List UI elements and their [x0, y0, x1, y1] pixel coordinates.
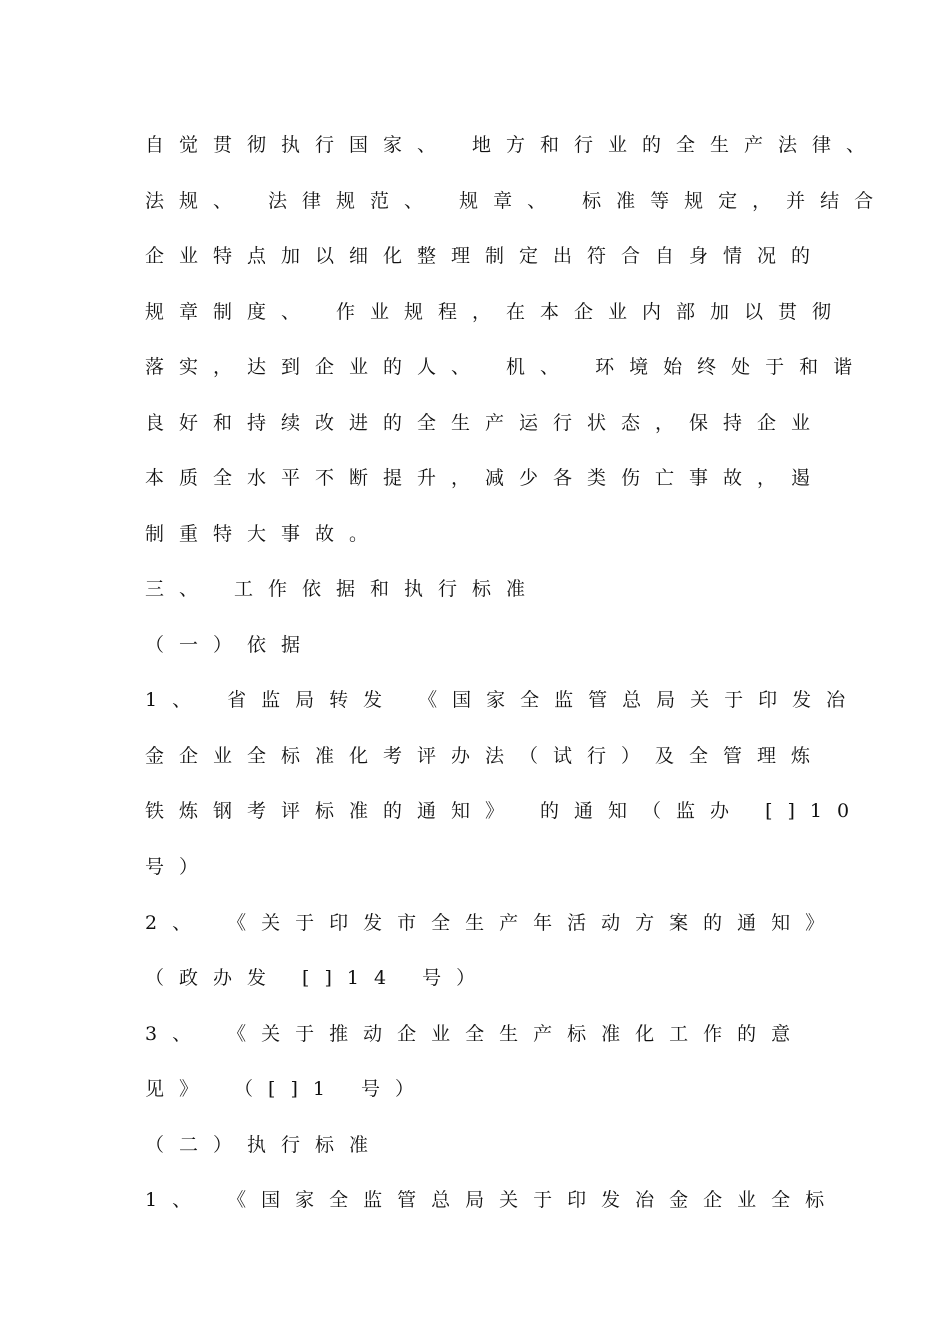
list-item: 1、 省监局转发 《国家全监管总局关于印发冶: [145, 689, 861, 711]
subsection-heading: （二）执行标准: [145, 1134, 384, 1156]
text-line: 制重特大事故。: [145, 523, 384, 545]
text-line: 见》 （[]1 号）: [145, 1078, 429, 1100]
text-line: 自觉贯彻执行国家、 地方和行业的全生产法律、: [145, 134, 881, 156]
text-line: 法规、 法律规范、 规章、 标准等规定，并结合: [145, 190, 889, 212]
text-line: （政办发 []14 号）: [145, 967, 491, 989]
list-item: 2、 《关于印发市全生产年活动方案的通知》: [145, 912, 840, 934]
list-item: 3、 《关于推动企业全生产标准化工作的意: [145, 1023, 806, 1045]
text-line: 良好和持续改进的全生产运行状态，保持企业: [145, 412, 826, 434]
text-line: 落实，达到企业的人、 机、 环境始终处于和谐: [145, 356, 868, 378]
text-line: 企业特点加以细化整理制定出符合自身情况的: [145, 245, 826, 267]
text-line: 金企业全标准化考评办法（试行）及全管理炼: [145, 745, 826, 767]
text-line: 铁炼钢考评标准的通知》 的通知（监办 []10: [145, 800, 865, 822]
text-line: 规章制度、 作业规程，在本企业内部加以贯彻: [145, 301, 847, 323]
subsection-heading: （一）依据: [145, 634, 316, 656]
text-line: 本质全水平不断提升，减少各类伤亡事故，遏: [145, 467, 826, 489]
text-line: 号）: [145, 856, 214, 878]
section-heading: 三、 工作依据和执行标准: [145, 578, 541, 600]
list-item: 1、 《国家全监管总局关于印发冶金企业全标: [145, 1189, 840, 1211]
